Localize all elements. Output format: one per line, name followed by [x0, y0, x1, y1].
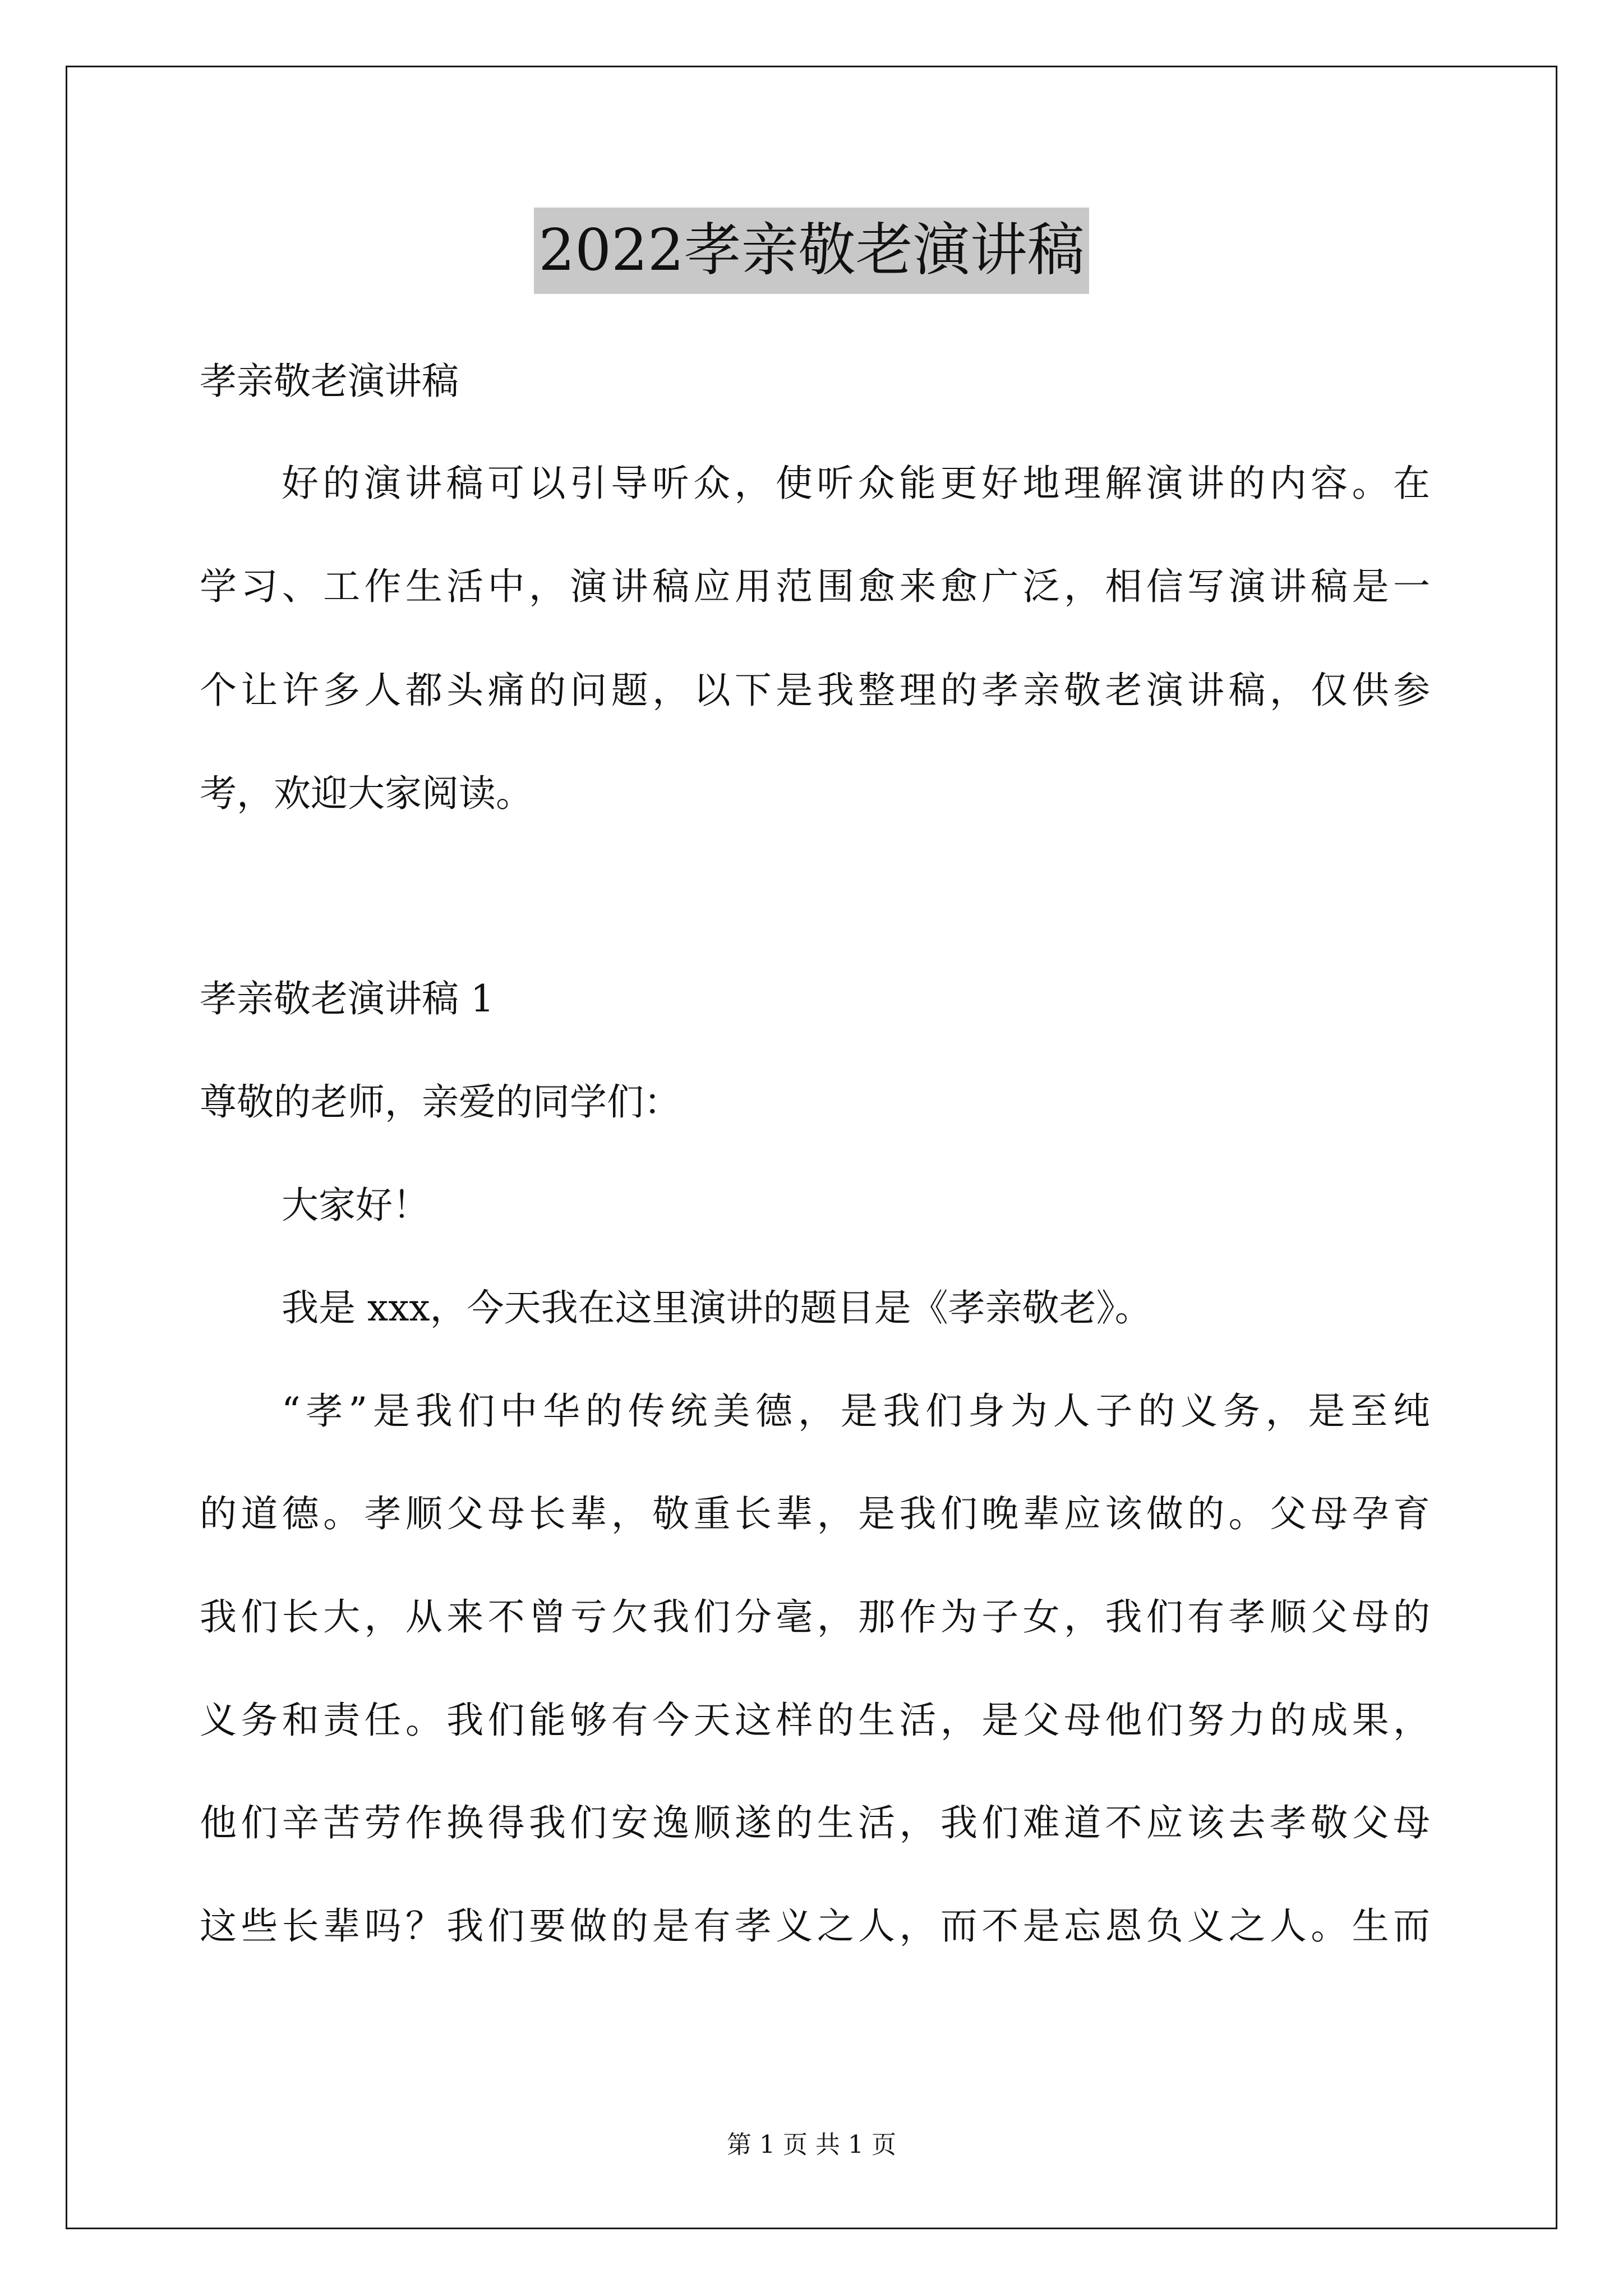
intro-line: 学习、工作生活中，演讲稿应用范围愈来愈广泛，相信写演讲稿是一	[200, 565, 1430, 608]
paragraph-line: 我们长大，从来不曾亏欠我们分毫，那作为子女，我们有孝顺父母的	[200, 1595, 1430, 1639]
intro-line: 好的演讲稿可以引导听众，使听众能更好地理解演讲的内容。在	[282, 462, 1430, 505]
document-subtitle: 孝亲敬老演讲稿	[200, 360, 459, 403]
paragraph-line: “孝”是我们中华的传统美德，是我们身为人子的义务，是至纯	[282, 1389, 1430, 1433]
page-footer: 第 1 页 共 1 页	[727, 2131, 896, 2159]
salutation: 尊敬的老师，亲爱的同学们：	[200, 1080, 681, 1124]
paragraph-line: 义务和责任。我们能够有今天这样的生活，是父母他们努力的成果，	[200, 1699, 1430, 1742]
self-introduction: 我是 xxx，今天我在这里演讲的题目是《孝亲敬老》。	[282, 1286, 1152, 1329]
intro-line: 考，欢迎大家阅读。	[200, 772, 533, 815]
paragraph-line: 这些长辈吗？我们要做的是有孝义之人，而不是忘恩负义之人。生而	[200, 1904, 1430, 1948]
greeting: 大家好！	[282, 1184, 430, 1227]
section-heading: 孝亲敬老演讲稿 1	[200, 977, 494, 1020]
intro-line: 个让许多人都头痛的问题，以下是我整理的孝亲敬老演讲稿，仅供参	[200, 669, 1430, 712]
document-title: 2022孝亲敬老演讲稿	[534, 208, 1089, 294]
paragraph-line: 他们辛苦劳作换得我们安逸顺遂的生活，我们难道不应该去孝敬父母	[200, 1801, 1430, 1844]
title-container	[0, 208, 1623, 294]
paragraph-line: 的道德。孝顺父母长辈，敬重长辈，是我们晚辈应该做的。父母孕育	[200, 1492, 1430, 1535]
